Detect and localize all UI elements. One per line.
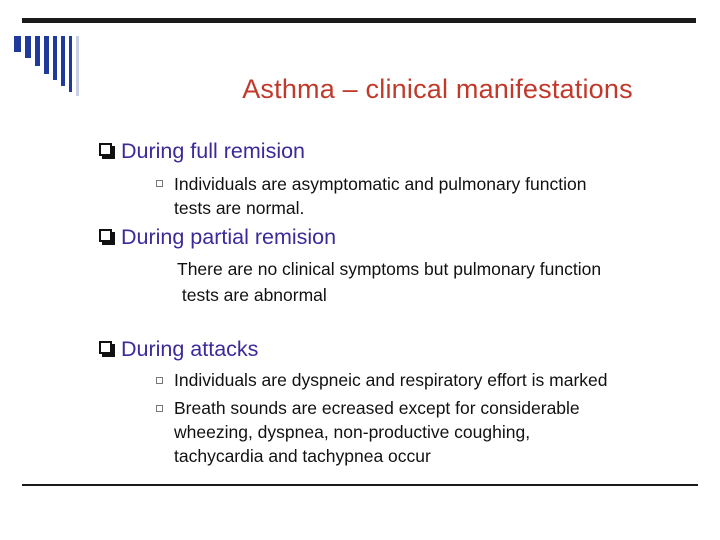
top-divider [22, 18, 696, 23]
slide-title: Asthma – clinical manifestations [242, 74, 633, 104]
list-item: Individuals are dyspneic and respiratory effort is marked [174, 370, 608, 390]
section-heading-text: During attacks [121, 337, 259, 361]
square-bullet-icon [156, 405, 163, 412]
checkbox-bullet-icon [99, 143, 112, 156]
section-heading-attacks [121, 337, 258, 362]
section-heading-text: During partial remision [121, 225, 337, 249]
section-heading-partial-remision [121, 225, 336, 250]
square-bullet-icon [156, 377, 163, 384]
section-paragraph: There are no clinical symptoms but pulmonary function tests are abnormal [177, 259, 602, 305]
list-item: Breath sounds are ecreased except for considerable wheezing, dyspnea, non-productive coughing, tachycardia and tachypnea occur [174, 398, 580, 466]
bottom-divider [22, 484, 698, 486]
square-bullet-icon [156, 180, 163, 187]
section-heading-full-remision [121, 139, 305, 164]
list-item: Individuals are asymptomatic and pulmonary function tests are normal. [174, 174, 587, 218]
checkbox-bullet-icon [99, 229, 112, 242]
checkbox-bullet-icon [99, 341, 112, 354]
section-heading-text: During full remision [121, 139, 306, 163]
